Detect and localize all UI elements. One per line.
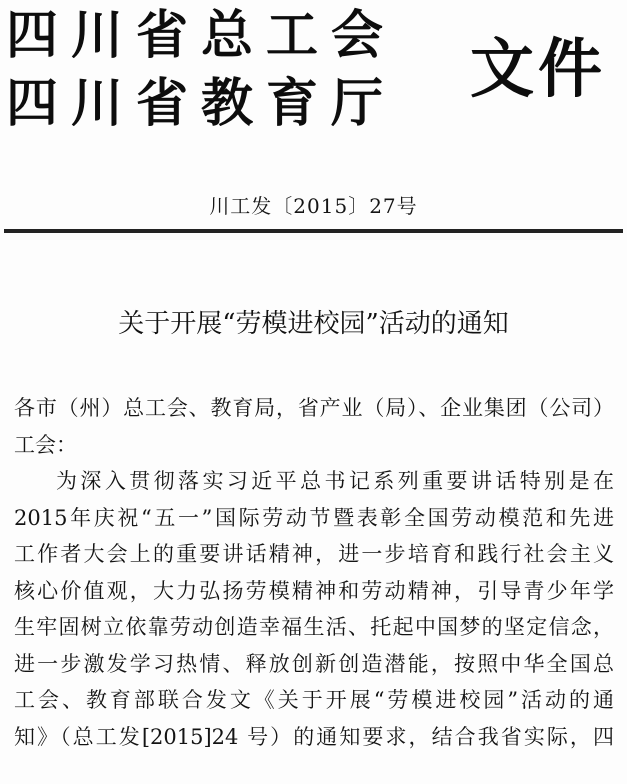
paragraph-line: 工会、教育部联合发文《关于开展“劳模进校园”活动的通 — [14, 688, 614, 712]
issuer-name-trade-union: 四川省总工会 — [6, 6, 397, 66]
salutation-line: 工会： — [14, 432, 77, 457]
header-divider — [4, 229, 623, 233]
paragraph-line: 2015年庆祝“五一”国际劳动节暨表彰全国劳动模范和先进 — [14, 505, 614, 530]
paragraph-line: 工作者大会上的重要讲话精神，进一步培育和践行社会主义 — [14, 542, 614, 566]
paragraph-line: 生牢固树立依靠劳动创造幸福生活、托起中国梦的坚定信念， — [14, 615, 614, 639]
issuer-name-education-department: 四川省教育厅 — [6, 74, 397, 134]
paragraph-line: 核心价值观，大力弘扬劳模精神和劳动精神，引导青少年学 — [14, 578, 614, 603]
paragraph-line: 为深入贯彻落实习近平总书记系列重要讲话特别是在 — [56, 469, 614, 493]
notice-title: 关于开展“劳模进校园”活动的通知 — [118, 309, 509, 339]
salutation-line: 各市（州）总工会、教育局，省产业（局）、企业集团（公司） — [14, 396, 614, 420]
document-number: 川工发〔2015〕27号 — [209, 194, 418, 218]
paragraph-line: 知》（总工发[2015]24 号）的通知要求，结合我省实际，四 — [14, 724, 614, 749]
document-type-label: 文件 — [470, 33, 606, 107]
paragraph-line: 进一步激发学习热情、释放创新创造潜能，按照中华全国总 — [14, 651, 614, 676]
notice-body — [14, 390, 614, 755]
